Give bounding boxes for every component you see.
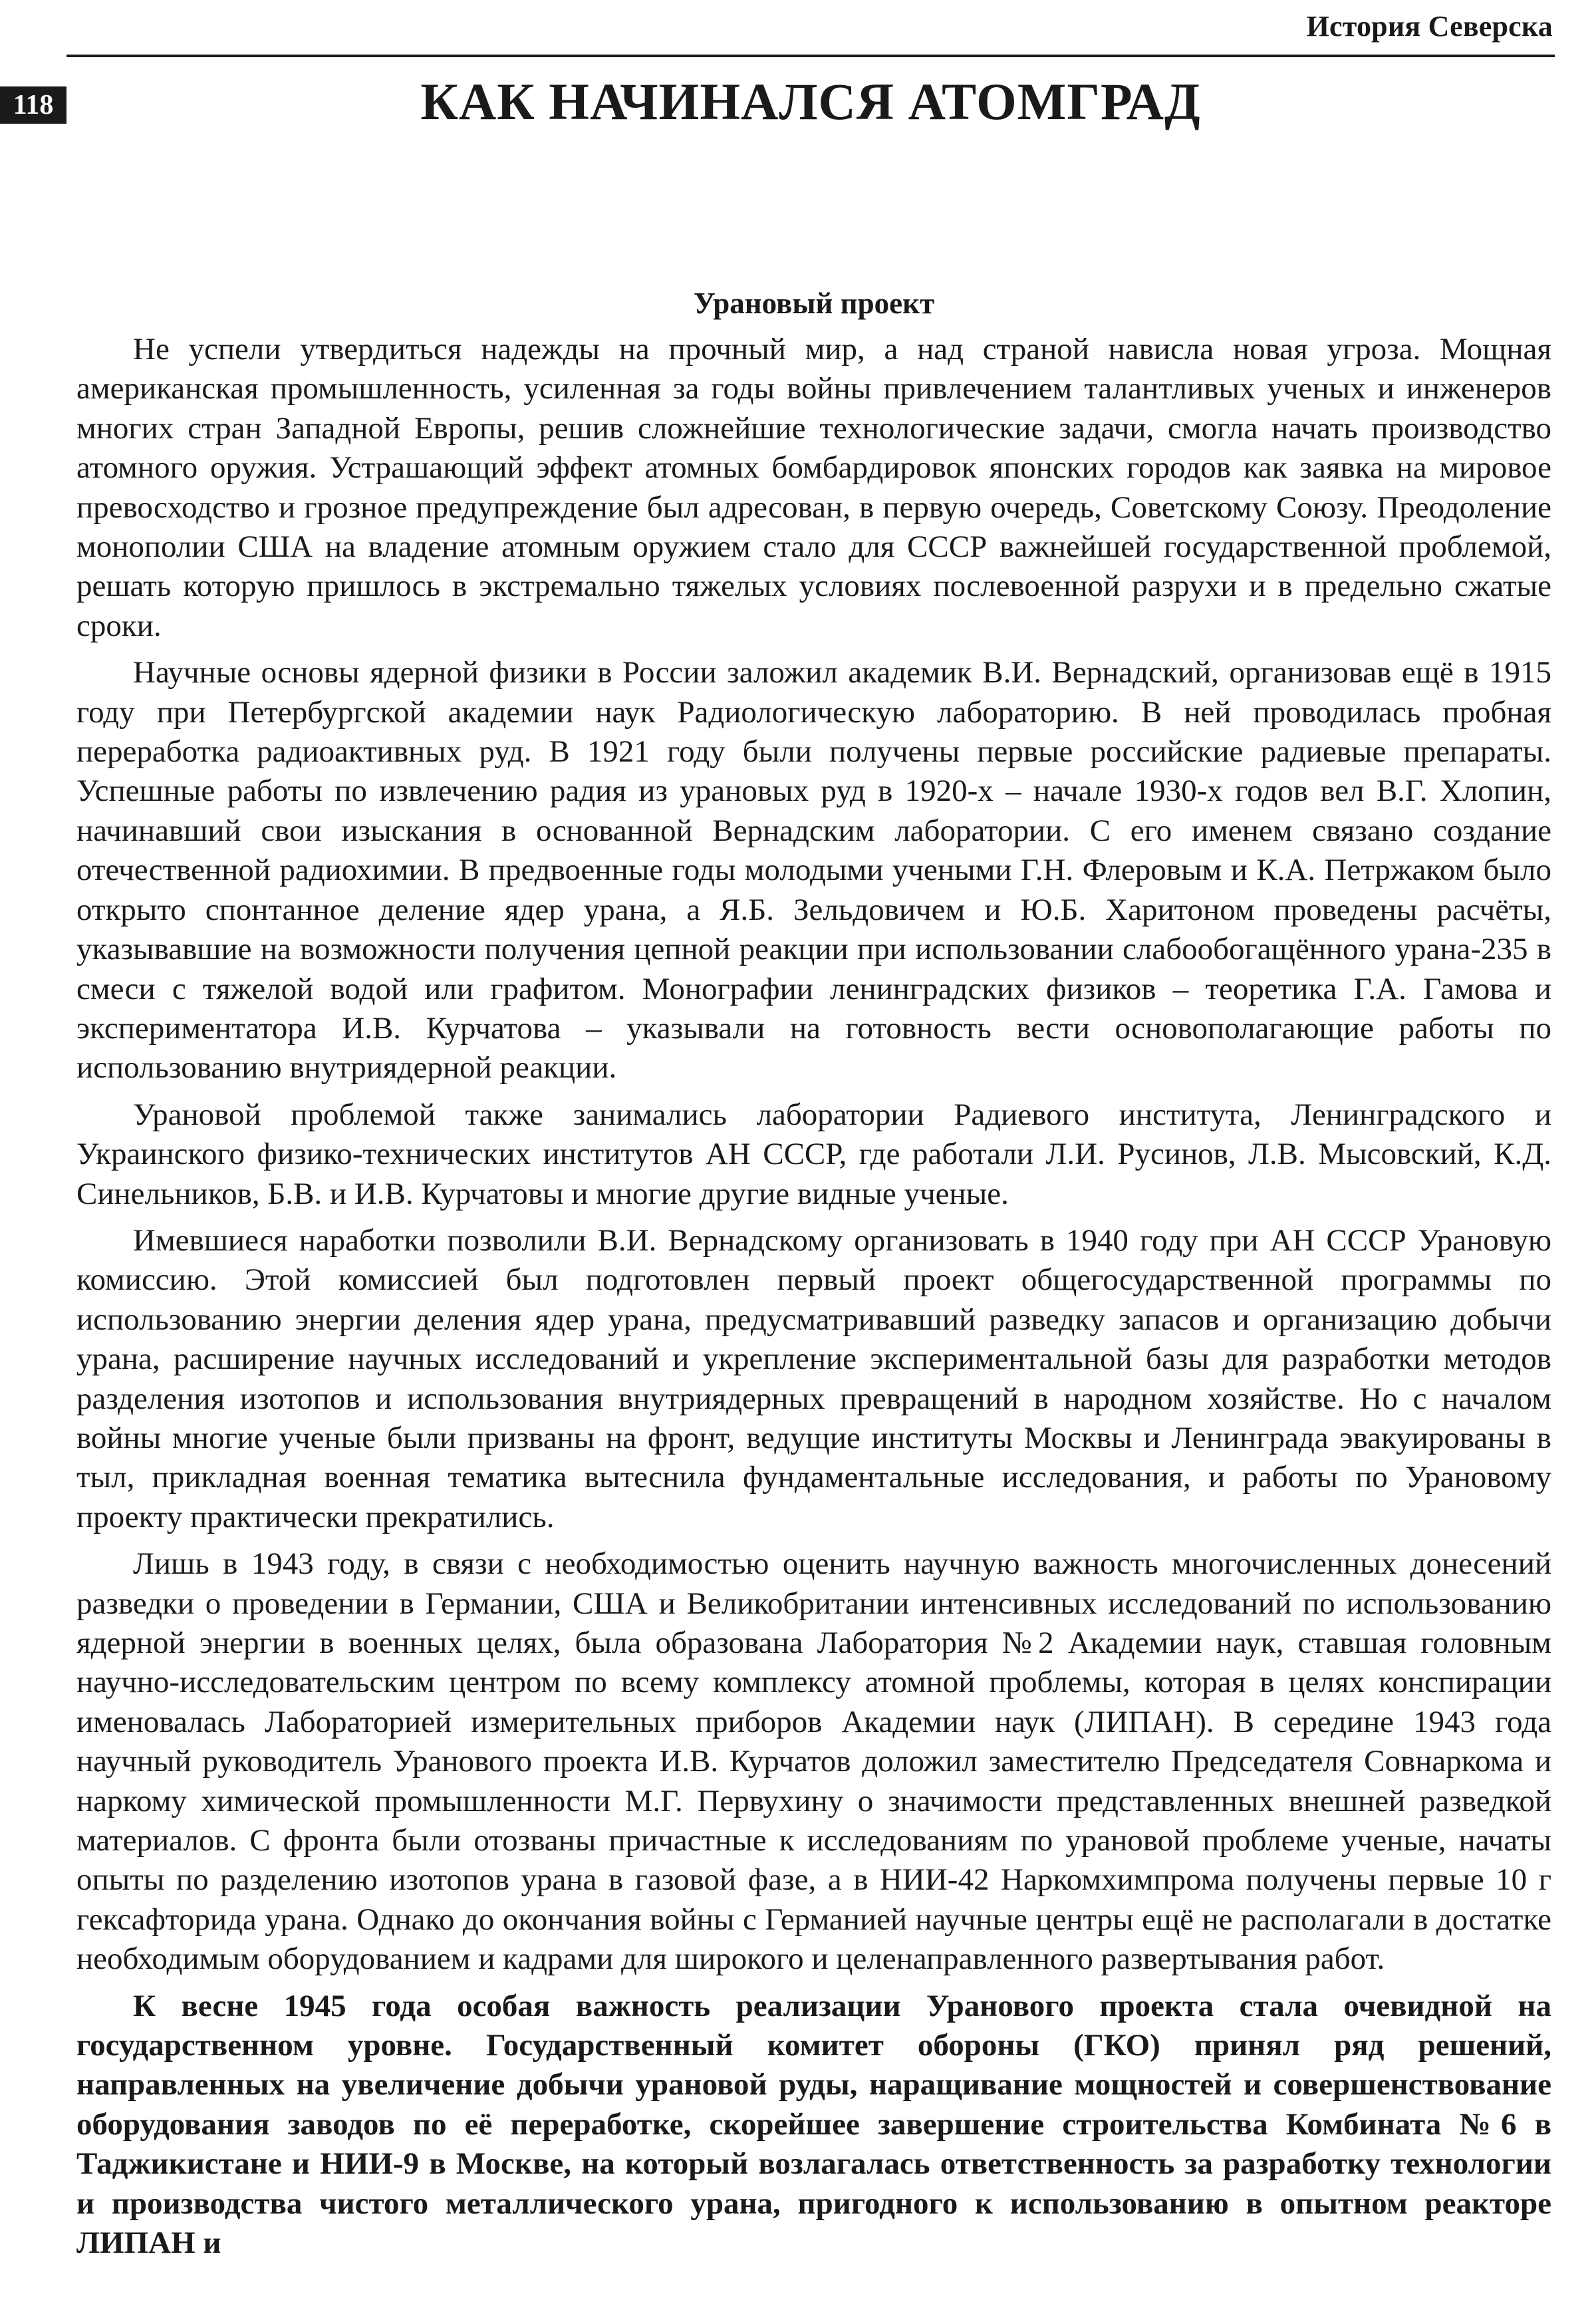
running-head-title: История Северска <box>1306 10 1553 43</box>
paragraph: Урановой проблемой также занимались лаборатории Радиевого института, Ленинградского и Украинского физико-технических институтов АН СССР, где работали Л.И. Русинов, Л.В. Мысовский, К.Д. Синельников, Б.В. и И.В. Курчатовы и многие другие видные ученые. <box>76 1097 1551 1211</box>
paragraph: Научные основы ядерной физики в России заложил академик В.И. Вернадский, организовав ещё в 1915 году при Петербургской академии наук Радиологическую лабораторию. В ней проводилась пробная переработка радиоактивных руд. В 1921 году были получены первые российские радиевые препараты. Успешные работы по извлечению радия из урановых руд в 1920-х – начале 1930-х годов вел В.Г. Хлопин, начинавший свои изыскания в основанной Вернадским лаборатории. С его именем связано создание отечественной радиохимии. В предвоенные годы молодыми учеными Г.Н. Флеровым и К.А. Петржаком было открыто спонтанное деление ядер урана, а Я.Б. Зельдовичем и Ю.Б. Харитоном проведены расчёты, указывавшие на возможности получения цепной реакции при использовании слабообогащённого урана-235 в смеси с тяжелой водой или графитом. Монографии ленинградских физиков – теоретика Г.А. Гамова и экспериментатора И.В. Курчатова – указывали на готовность вести основополагающие работы по использованию внутриядерной реакции. <box>76 655 1551 1085</box>
paragraph: Не успели утвердиться надежды на прочный мир, а над страной нависла новая угроза. Мощная американская промышленность, усиленная за годы войны привлечением талантливых ученых и инженеров многих стран Западной Европы, решив сложнейшие технологические задачи, смогла начать производство атомного оружия. Устрашающий эффект атомных бомбардировок японских городов как заявка на мировое превосходство и грозное предупреждение был адресован, в первую очередь, Советскому Союзу. Преодоление монополии США на владение атомным оружием стало для СССР важнейшей государственной проблемой, решать которую пришлось в экстремально тяжелых условиях послевоенной разрухи и в предельно сжатые сроки. <box>76 332 1551 643</box>
page-number: 118 <box>0 86 66 124</box>
paragraph: Лишь в 1943 году, в связи с необходимостью оценить научную важность многочисленных донесений разведки о проведении в Германии, США и Великобритании интенсивных исследований по использованию ядерной энергии в военных целях, была образована Лаборатория №2 Академии наук, ставшая головным научно-исследовательским центром по всему комплексу атомной проблемы, которая в целях конспирации именовалась Лабораторией измерительных приборов Академии наук (ЛИПАН). В середине 1943 года научный руководитель Уранового проекта И.В. Курчатов доложил заместителю Председателя Совнаркома и наркому химической промышленности М.Г. Первухину о значимости представленных внешней разведкой материалов. С фронта были отозваны причастные к исследованиям по урановой проблеме ученые, начаты опыты по разделению изотопов урана в газовой фазе, а в НИИ-42 Наркомхимпрома получены первые 10 г гексафторида урана. Однако до окончания войны с Германией научные центры ещё не располагали в достатке необходимым оборудованием и кадрами для широкого и целенаправленного развертывания работ. <box>76 1546 1551 1977</box>
header-rule <box>66 55 1555 57</box>
section-title: Урановый проект <box>693 287 935 320</box>
paragraph: Имевшиеся наработки позволили В.И. Вернадскому организовать в 1940 году при АН СССР Урановую комиссию. Этой комиссией был подготовлен первый проект общегосударственной программы по использованию энергии деления ядер урана, предусматривавший разведку запасов и организацию добычи урана, расширение научных исследований и укрепление экспериментальной базы для разработки методов разделения изотопов и использования внутриядерных превращений в народном хозяйстве. Но с началом войны многие ученые были призваны на фронт, ведущие институты Москвы и Ленинграда эвакуированы в тыл, прикладная военная тематика вытеснила фундаментальные исследования, и работы по Урановому проекту практически прекратились. <box>76 1223 1551 1534</box>
chapter-title: КАК НАЧИНАЛСЯ АТОМГРАД <box>420 72 1201 130</box>
page-body <box>76 286 1551 2271</box>
paragraph: К весне 1945 года особая важность реализации Уранового проекта стала очевидной на государственном уровне. Государственный комитет обороны (ГКО) принял ряд решений, направленных на увеличение добычи урановой руды, наращивание мощностей и совершенствование оборудования заводов по её переработке, скорейшее завершение строительства Комбината №6 в Таджикистане и НИИ-9 в Москве, на который возлагалась ответственность за разработку технологии и производства чистого металлического урана, пригодного к использованию в опытном реакторе ЛИПАН и <box>76 1988 1551 2261</box>
